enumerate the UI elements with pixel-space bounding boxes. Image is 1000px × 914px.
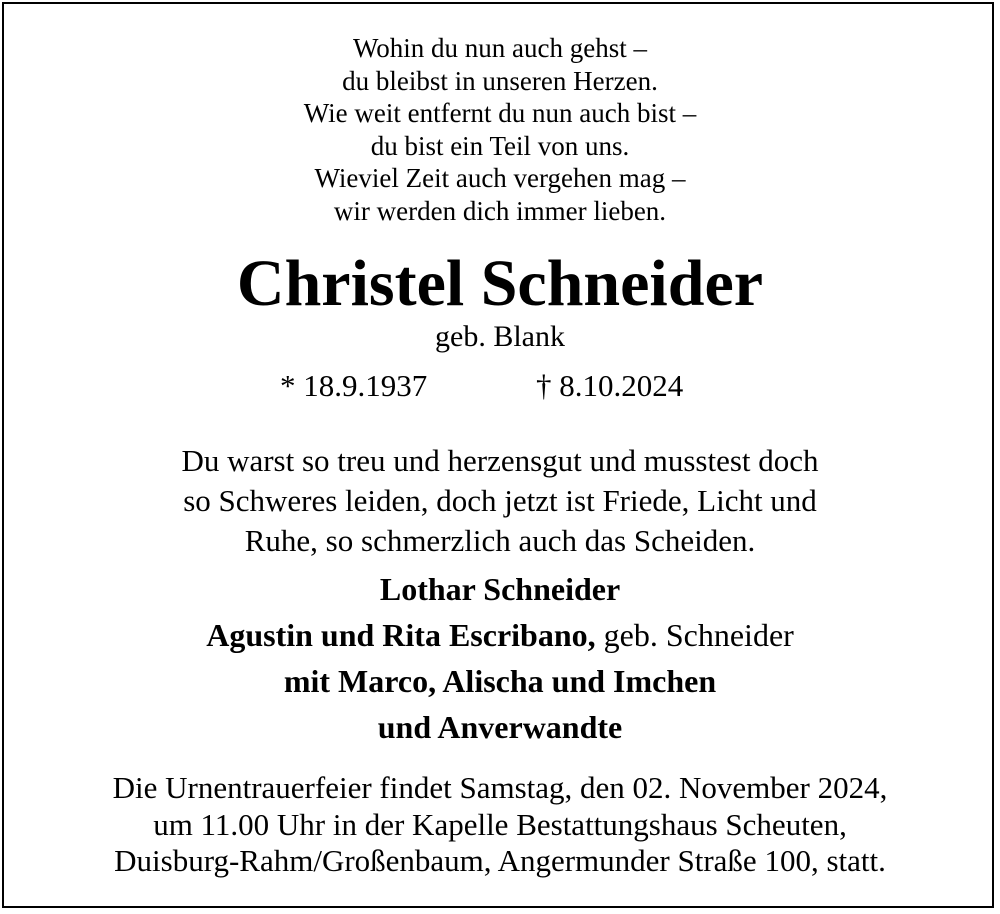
- birth-date: * 18.9.1937: [280, 368, 428, 403]
- poem-line: Wieviel Zeit auch vergehen mag –: [314, 163, 686, 193]
- poem-line: Wie weit entfernt du nun auch bist –: [303, 98, 697, 128]
- poem-line: du bist ein Teil von uns.: [370, 130, 630, 161]
- deceased-name: Christel Schneider: [236, 247, 764, 320]
- ceremony-line: Duisburg-Rahm/Großenbaum, Angermunder Straße 100, statt.: [114, 843, 886, 878]
- verse-line: so Schweres leiden, doch jetzt ist Friede, Licht und: [183, 483, 817, 518]
- poem-line: du bleibst in unseren Herzen.: [342, 65, 658, 96]
- death-date: † 8.10.2024: [536, 368, 684, 403]
- verse-line: Ruhe, so schmerzlich auch das Scheiden.: [244, 523, 756, 558]
- mourner-line: mit Marco, Alischa und Imchen: [283, 663, 717, 699]
- mourner-line: [0, 612, 1000, 658]
- verse: [0, 441, 1000, 561]
- verse-line: Du warst so treu und herzensgut und musstest doch: [181, 443, 819, 478]
- poem-line: Wohin du nun auch gehst –: [352, 33, 648, 63]
- mourner-line: Lothar Schneider: [379, 571, 621, 607]
- ceremony-line: Die Urnentrauerfeier findet Samstag, den 02. November 2024,: [112, 770, 888, 805]
- mourners: [0, 566, 1000, 750]
- mourner-names: Agustin und Rita Escribano,: [206, 617, 596, 653]
- maiden-name: geb. Blank: [435, 320, 565, 353]
- ceremony-line: um 11.00 Uhr in der Kapelle Bestattungshaus Scheuten,: [153, 806, 847, 842]
- poem: [0, 32, 1000, 227]
- ceremony-info: [0, 770, 1000, 880]
- poem-line: wir werden dich immer lieben.: [333, 195, 667, 226]
- mourner-line: und Anverwandte: [377, 709, 623, 745]
- mourner-note: geb. Schneider: [595, 617, 794, 653]
